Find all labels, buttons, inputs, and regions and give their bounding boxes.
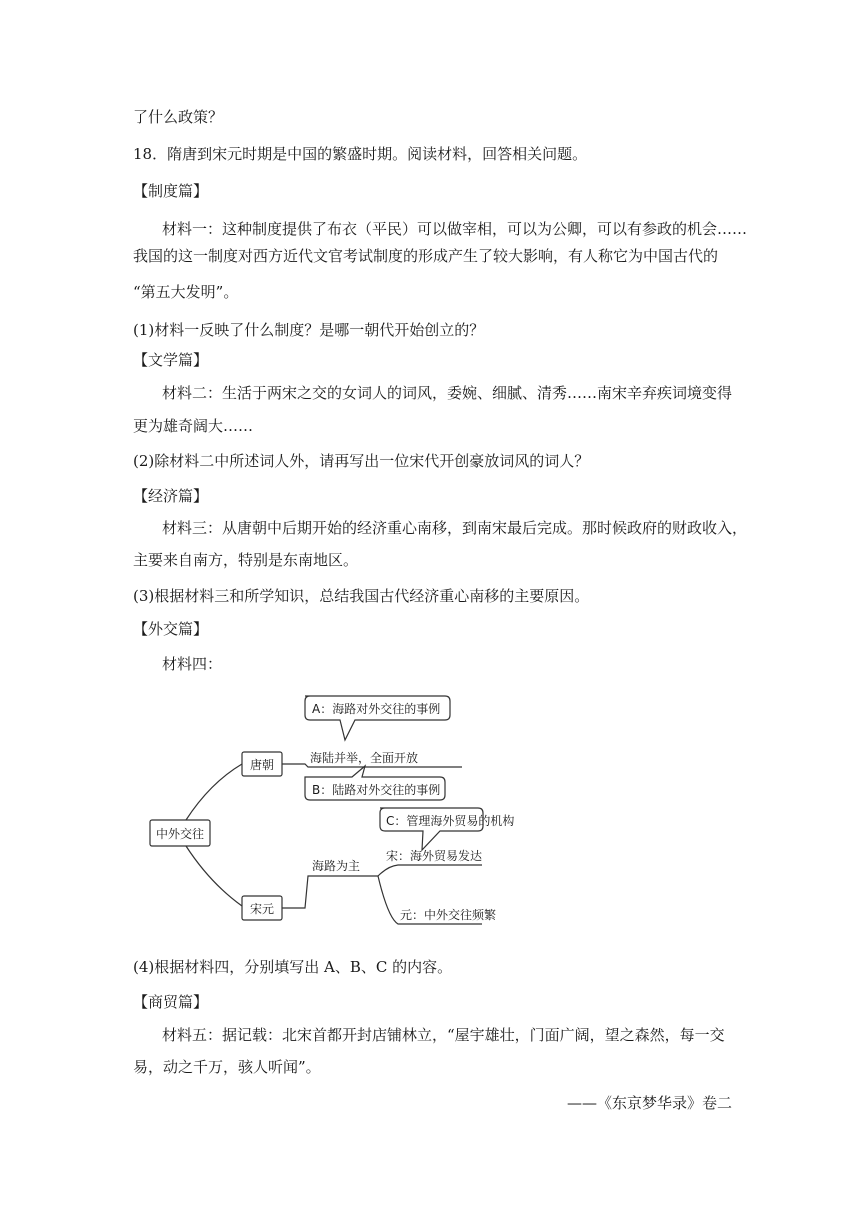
songyuan-branch-line: [282, 876, 378, 908]
material-2-line-1: 材料二：生活于两宋之交的女词人的词风，委婉、细腻、清秀……南宋辛弃疾词境变得: [162, 384, 733, 402]
question-1: (1)材料一反映了什么制度？是哪一朝代开始创立的？: [133, 321, 485, 339]
callout-a-label: A：海路对外交往的事例: [312, 702, 441, 716]
material-3-line-2: 主要来自南方，特别是东南地区。: [133, 551, 359, 569]
material-4-label: 材料四：: [162, 655, 223, 673]
root-to-tang-connector: [186, 764, 242, 820]
material-5-line-2: 易，动之千万，骇人听闻”。: [133, 1058, 321, 1076]
material-5-source: ——《东京梦华录》卷二: [566, 1094, 732, 1112]
root-to-songyuan-connector: [186, 846, 242, 906]
material-3-line-1: 材料三：从唐朝中后期开始的经济重心南移，到南宋最后完成。那时候政府的财政收入，: [162, 519, 748, 537]
material-5-line-1: 材料五：据记载：北宋首都开封店铺林立，“屋宇雄壮，门面广阔，望之森然，每一交: [162, 1026, 725, 1044]
callout-b-label: B：陆路对外交往的事例: [312, 783, 441, 797]
question-2: (2)除材料二中所述词人外，请再写出一位宋代开创豪放词风的词人？: [133, 452, 590, 470]
question-3: (3)根据材料三和所学知识，总结我国古代经济重心南移的主要原因。: [133, 587, 590, 605]
material-1-line-1: 材料一：这种制度提供了布衣（平民）可以做宰相，可以为公卿，可以有参政的机会……: [162, 220, 748, 238]
section-heading-literature: 【文学篇】: [133, 351, 209, 369]
tang-branch-label: 海陆并举，全面开放: [310, 751, 419, 765]
section-heading-diplomacy: 【外交篇】: [133, 620, 209, 638]
material-1-line-2: 我国的这一制度对西方近代文官考试制度的形成产生了较大影响，有人称它为中国古代的: [133, 247, 719, 265]
section-heading-economy: 【经济篇】: [133, 487, 209, 505]
songyuan-branch-label: 海路为主: [312, 859, 361, 873]
callout-c-label: C：管理海外贸易的机构: [386, 814, 515, 828]
section-heading-trade: 【商贸篇】: [133, 993, 209, 1011]
song-line-label: 宋：海外贸易发达: [386, 849, 483, 863]
song-line: [378, 865, 482, 876]
text-line: 了什么政策？: [133, 108, 224, 126]
yuan-line-label: 元：中外交往频繁: [400, 908, 497, 922]
question-18-intro: 18．隋唐到宋元时期是中国的繁盛时期。阅读材料，回答相关问题。: [133, 145, 588, 163]
root-node-label: 中外交往: [155, 827, 205, 841]
foreign-relations-diagram: [140, 688, 515, 928]
section-heading-system: 【制度篇】: [133, 182, 209, 200]
tang-node-label: 唐朝: [249, 758, 275, 772]
material-2-line-2: 更为雄奇阔大……: [133, 417, 254, 435]
material-1-line-3: “第五大发明”。: [133, 283, 239, 301]
question-4: (4)根据材料四，分别填写出 A、B、C 的内容。: [133, 958, 453, 976]
songyuan-node-label: 宋元: [249, 902, 275, 916]
